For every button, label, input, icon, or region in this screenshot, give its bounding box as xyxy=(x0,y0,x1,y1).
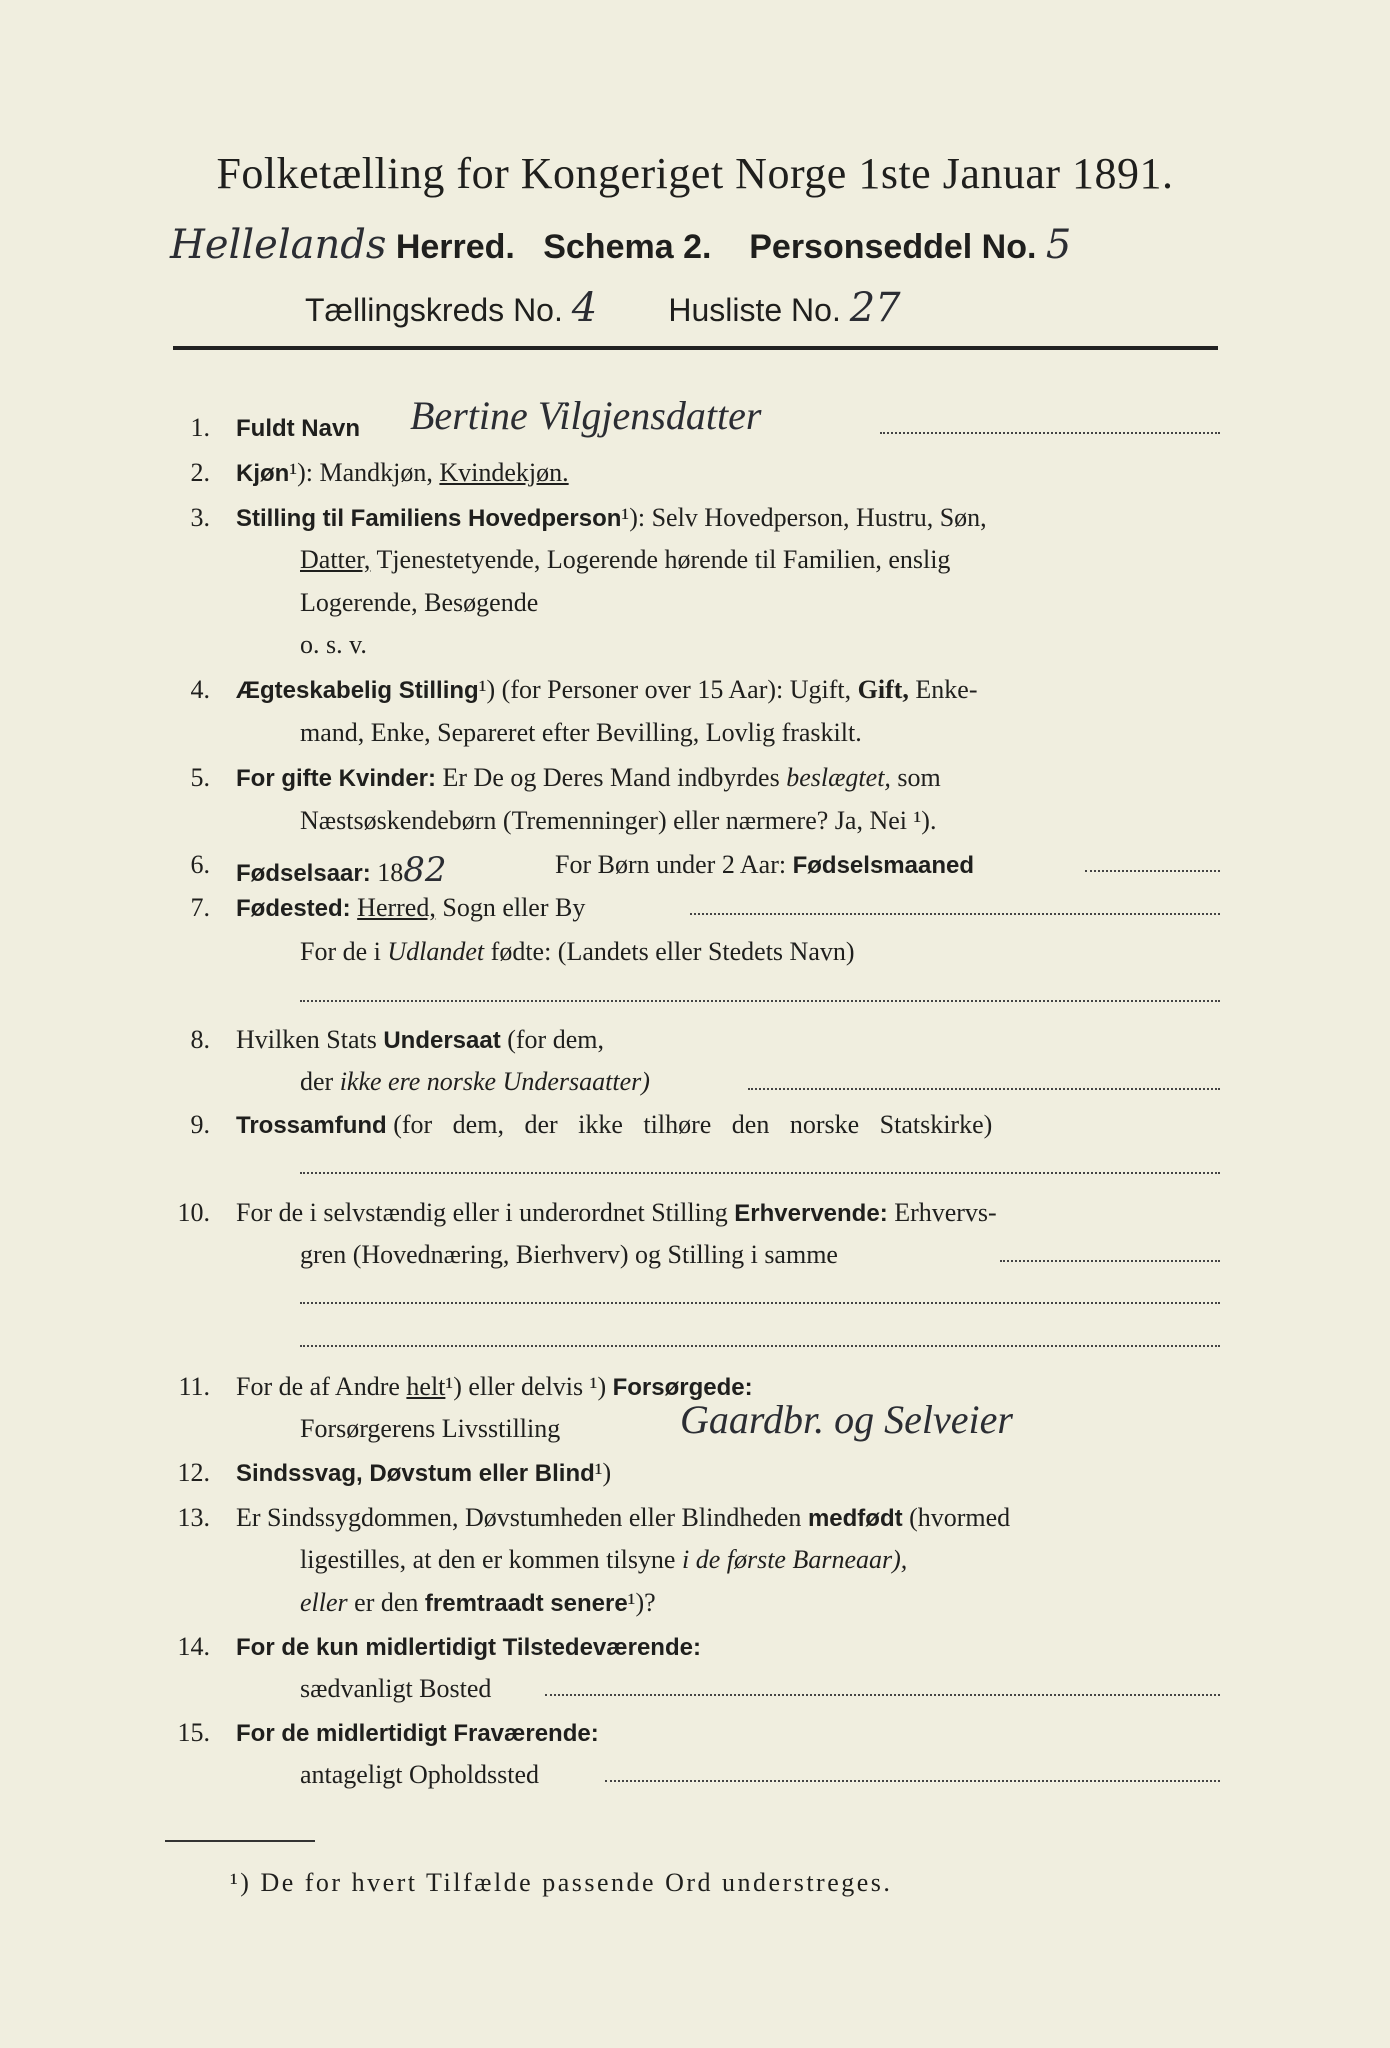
item-number: 12. xyxy=(177,1458,210,1487)
item-1-question: Fuldt Navn xyxy=(236,415,360,442)
personseddel-number: 5 xyxy=(1045,222,1072,268)
item-10-line-2: gren (Hovednæring, Bierhverv) og Stilling i samme xyxy=(300,1240,838,1269)
item-4-line-2: mand, Enke, Separeret efter Bevilling, Lovlig fraskilt. xyxy=(300,718,862,747)
item-9-question: Trossamfund (for dem, der ikke tilhøre den norske Statskirke) xyxy=(236,1110,993,1139)
item-14-line-2: sædvanligt Bosted xyxy=(300,1674,492,1703)
fill-line xyxy=(300,1345,1220,1347)
item-15-line-2: antageligt Opholdssted xyxy=(300,1760,540,1789)
fill-line xyxy=(1085,870,1220,872)
item-5-line-2: Næstsøskendebørn (Tremenninger) eller nærmere? Ja, Nei ¹). xyxy=(300,806,937,835)
item-3-line-3: Logerende, Besøgende xyxy=(300,588,539,617)
item-number: 11. xyxy=(178,1372,210,1401)
item-3-line-4: o. s. v. xyxy=(300,630,367,659)
item-11-line-2: Forsørgerens Livsstilling xyxy=(300,1414,561,1443)
item-12-question: Sindssvag, Døvstum eller Blind¹) xyxy=(236,1458,612,1487)
fill-line xyxy=(690,913,1220,915)
kreds-number: 4 xyxy=(571,285,598,331)
item-number: 15. xyxy=(177,1718,210,1747)
header-line-1 xyxy=(170,222,1230,268)
item-number: 1. xyxy=(190,413,210,442)
item-13-line-3: eller er den fremtraadt senere¹)? xyxy=(300,1588,656,1617)
schema-label: Schema 2. xyxy=(543,228,712,266)
fill-line xyxy=(300,1302,1220,1304)
item-number: 5. xyxy=(190,763,210,792)
form-title: Folketælling for Kongeriget Norge 1ste Januar 1891. xyxy=(216,149,1174,198)
husliste-label: Husliste No. xyxy=(668,292,841,328)
fill-line xyxy=(880,432,1220,434)
footnote: ¹) De for hvert Tilfælde passende Ord understreges. xyxy=(230,1868,893,1897)
kreds-label: Tællingskreds No. xyxy=(305,292,563,328)
fill-line xyxy=(748,1088,1220,1090)
datter-underlined: Datter, xyxy=(300,545,371,574)
item-7-question: Fødested: Herred, Sogn eller By xyxy=(236,893,586,922)
item-number: 6. xyxy=(190,850,210,879)
husliste-number: 27 xyxy=(849,285,901,331)
item-number: 14. xyxy=(177,1632,210,1661)
fill-line xyxy=(605,1780,1220,1782)
item-6-part-2: For Børn under 2 Aar: Fødselsmaaned xyxy=(555,850,974,879)
herred-underlined: Herred, xyxy=(357,893,436,922)
item-number: 3. xyxy=(190,503,210,532)
item-number: 2. xyxy=(190,458,210,487)
item-number: 7. xyxy=(190,893,210,922)
fill-line xyxy=(300,1172,1220,1174)
item-number: 4. xyxy=(190,675,210,704)
item-number: 8. xyxy=(190,1025,210,1054)
kvindekjon-underlined: Kvindekjøn. xyxy=(439,458,569,487)
helt-underlined: helt xyxy=(406,1372,446,1401)
item-3-line-2: Datter, Tjenestetyende, Logerende hørende til Familien, enslig xyxy=(300,545,951,574)
personseddel-label: Personseddel No. xyxy=(749,228,1037,266)
item-4-question: Ægteskabelig Stilling¹) (for Personer over 15 Aar): Ugift, Gift, Enke- xyxy=(236,675,978,704)
item-10-question: For de i selvstændig eller i underordnet Stilling Erhvervende: Erhvervs- xyxy=(236,1198,997,1227)
fill-line xyxy=(1000,1260,1220,1262)
header-rule xyxy=(173,346,1218,350)
item-13-line-2: ligestilles, at den er kommen tilsyne i de første Barneaar), xyxy=(300,1545,908,1574)
item-11-question: For de af Andre helt¹) eller delvis ¹) Forsørgede: xyxy=(236,1372,753,1401)
item-number: 13. xyxy=(177,1503,210,1532)
item-15-question: For de midlertidigt Fraværende: xyxy=(236,1720,599,1747)
provider-occupation-answer: Gaardbr. og Selveier xyxy=(680,1397,1013,1442)
item-6-question: Fødselsaar: 1882 xyxy=(236,850,447,890)
fill-line xyxy=(545,1694,1220,1696)
item-8-question: Hvilken Stats Undersaat (for dem, xyxy=(236,1025,604,1054)
item-number: 10. xyxy=(177,1198,210,1227)
header-line-2 xyxy=(305,285,1205,331)
item-14-question: For de kun midlertidigt Tilstedeværende: xyxy=(236,1634,701,1661)
herred-label: Herred. xyxy=(395,228,515,266)
item-8-line-2: der ikke ere norske Undersaatter) xyxy=(300,1067,650,1096)
item-7-line-2: For de i Udlandet fødte: (Landets eller Stedets Navn) xyxy=(300,937,855,966)
item-number: 9. xyxy=(190,1110,210,1139)
item-5-question: For gifte Kvinder: Er De og Deres Mand indbyrdes beslægtet, som xyxy=(236,763,941,792)
item-13-question: Er Sindssygdommen, Døvstumheden eller Blindheden medfødt (hvormed xyxy=(236,1503,1011,1532)
item-2-question: Kjøn¹): Mandkjøn, Kvindekjøn. xyxy=(236,458,569,487)
footnote-rule xyxy=(165,1840,315,1842)
herred-handwritten: Hellelands xyxy=(170,222,387,268)
full-name-answer: Bertine Vilgjensdatter xyxy=(410,393,762,438)
item-3-question: Stilling til Familiens Hovedperson¹): Selv Hovedperson, Hustru, Søn, xyxy=(236,503,987,532)
fill-line xyxy=(300,1000,1220,1002)
birth-year-answer: 82 xyxy=(403,850,447,890)
